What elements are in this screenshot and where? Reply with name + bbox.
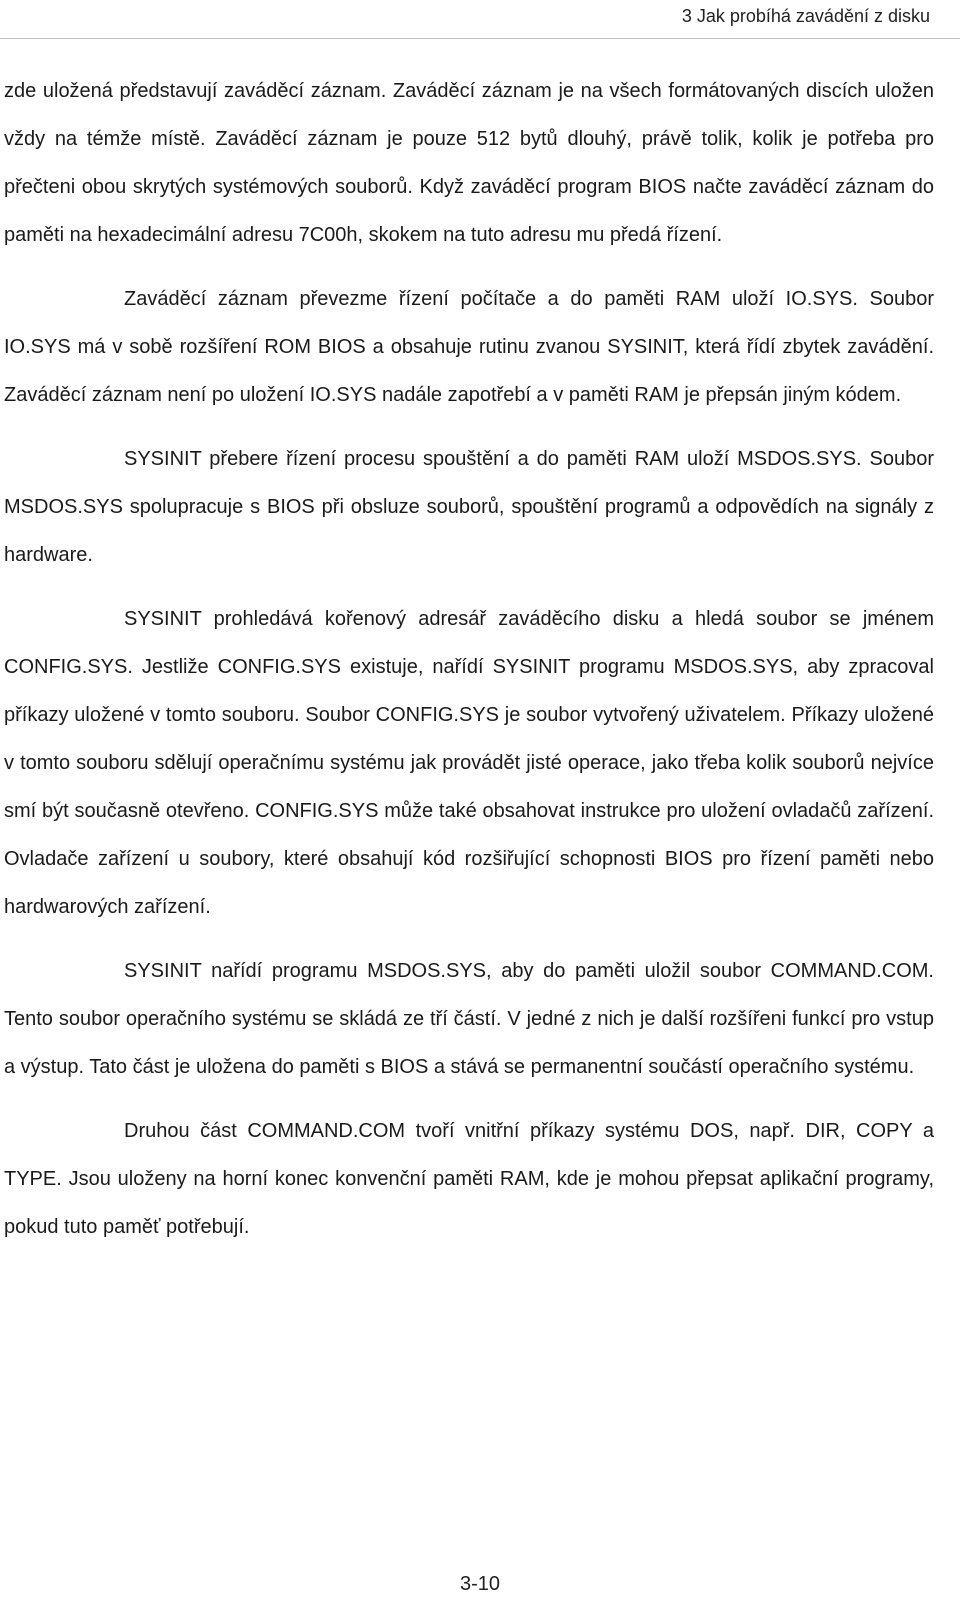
paragraph-internal-commands: Druhou část COMMAND.COM tvoří vnitřní příkazy systému DOS, např. DIR, COPY a TYPE. Jsou uloženy na horní konec konvenční paměti RAM, kde je mohou přepsat aplikační programy, pokud tuto paměť potřebují.	[4, 1120, 934, 1238]
paragraph-io-sys: Zaváděcí záznam převezme řízení počítače a do paměti RAM uloží IO.SYS. Soubor IO.SYS má v sobě rozšíření ROM BIOS a obsahuje rutinu zvanou SYSINIT, která řídí zbytek zavádění. Zaváděcí záznam není po uložení IO.SYS nadále zapotřebí a v paměti RAM je přepsán jiným kódem.	[4, 288, 934, 406]
document-body	[4, 67, 934, 1267]
header-divider	[0, 38, 960, 39]
paragraph-boot-record: zde uložená představují zaváděcí záznam. Zaváděcí záznam je na všech formátovaných discích uložen vždy na témže místě. Zaváděcí záznam je pouze 512 bytů dlouhý, právě tolik, kolik je potřeba pro přečteni obou skrytých systémových souborů. Když zaváděcí program BIOS načte zaváděcí záznam do paměti na hexadecimální adresu 7C00h, skokem na tuto adresu mu předá řízení.	[4, 80, 934, 246]
paragraph-config-sys: SYSINIT prohledává kořenový adresář zaváděcího disku a hledá soubor se jménem CONFIG.SYS. Jestliže CONFIG.SYS existuje, nařídí SYSINIT programu MSDOS.SYS, aby zpracoval příkazy uložené v tomto souboru. Soubor CONFIG.SYS je soubor vytvořený uživatelem. Příkazy uložené v tomto souboru sdělují operačnímu systému jak provádět jisté operace, jako třeba kolik souborů nejvíce smí být současně otevřeno. CONFIG.SYS může také obsahovat instrukce pro uložení ovladačů zařízení. Ovladače zařízení u soubory, které obsahují kód rozšiřující schopnosti BIOS pro řízení paměti nebo hardwarových zařízení.	[4, 608, 934, 918]
running-header: 3 Jak probíhá zavádění z disku	[681, 6, 930, 26]
paragraph-msdos-sys: SYSINIT přebere řízení procesu spouštění a do paměti RAM uloží MSDOS.SYS. Soubor MSDOS.SYS spolupracuje s BIOS při obsluze souborů, spouštění programů a odpovědích na signály z hardware.	[4, 448, 934, 566]
page-number: 3-10	[459, 1573, 501, 1595]
paragraph-command-com: SYSINIT nařídí programu MSDOS.SYS, aby do paměti uložil soubor COMMAND.COM. Tento soubor operačního systému se skládá ze tří částí. V jedné z nich je další rozšířeni funkcí pro vstup a výstup. Tato část je uložena do paměti s BIOS a stává se permanentní součástí operačního systému.	[4, 960, 934, 1078]
